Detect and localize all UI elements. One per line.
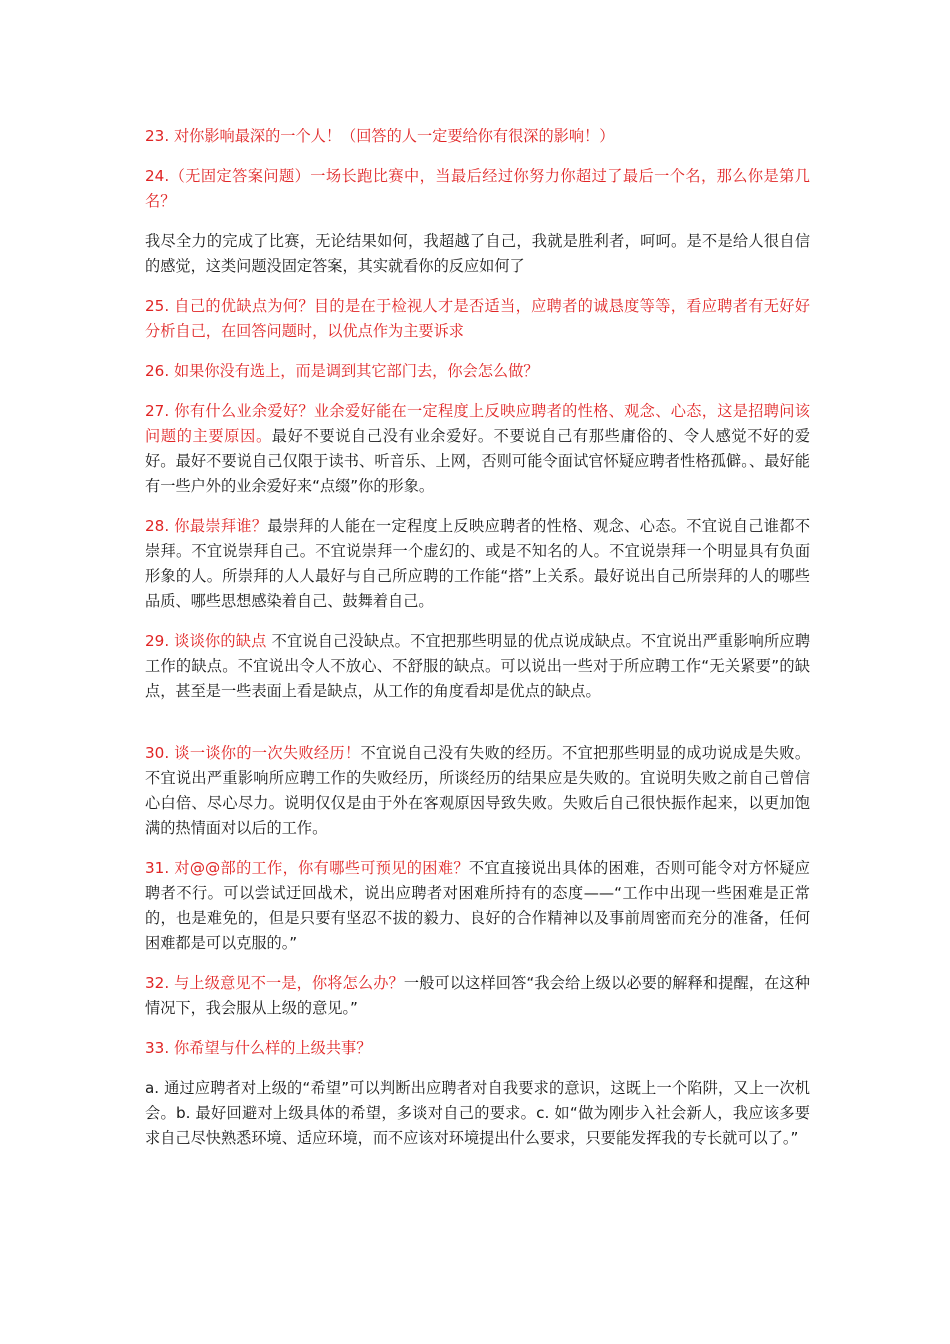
- question-text: 33. 你希望与什么样的上级共事？: [145, 1039, 372, 1057]
- question-30: [145, 741, 810, 841]
- answer-text: 不宜说自己没缺点。不宜把那些明显的优点说成缺点。不宜说出严重影响所应聘工作的缺点。不宜说出令人不放心、不舒服的缺点。可以说出一些对于所应聘工作“无关紧要”的缺点，甚至是一些表面上看是缺点，从工作的角度看却是优点的缺点。: [145, 632, 811, 700]
- answer-text: 最好不要说自己没有业余爱好。不要说自己有那些庸俗的、令人感觉不好的爱好。最好不要说自己仅限于读书、听音乐、上网，否则可能令面试官怀疑应聘者性格孤僻。、最好能有一些户外的业余爱好来“点缀”你的形象。: [145, 427, 811, 495]
- question-26: [145, 359, 810, 384]
- question-text: 23. 对你影响最深的一个人！（回答的人一定要给你有很深的影响！）: [145, 127, 615, 145]
- question-text: 24.（无固定答案问题）一场长跑比赛中，当最后经过你努力你超过了最后一个名，那么你是第几名？: [145, 167, 810, 210]
- question-text: 28. 你最崇拜谁？: [145, 517, 268, 535]
- question-text: 26. 如果你没有选上，而是调到其它部门去，你会怎么做？: [145, 362, 539, 380]
- answer-text: 我尽全力的完成了比赛，无论结果如何，我超越了自己，我就是胜利者，呵呵。是不是给人很自信的感觉，这类问题没固定答案，其实就看你的反应如何了: [145, 232, 810, 275]
- question-24: [145, 164, 810, 214]
- question-text: 25. 自己的优缺点为何？目的是在于检视人才是否适当，应聘者的诚恳度等等，看应聘者有无好好分析自己，在回答问题时，以优点作为主要诉求: [145, 297, 810, 340]
- question-23: [145, 124, 810, 149]
- answer-text: 最崇拜的人能在一定程度上反映应聘者的性格、观念、心态。不宜说自己谁都不崇拜。不宜说崇拜自己。不宜说崇拜一个虚幻的、或是不知名的人。不宜说崇拜一个明显具有负面形象的人。所崇拜的人人最好与自己所应聘的工作能“搭”上关系。最好说出自己所崇拜的人的哪些品质、哪些思想感染着自己、鼓舞着自己。: [145, 517, 811, 610]
- question-text: 32. 与上级意见不一是，你将怎么办？: [145, 974, 404, 992]
- question-text: 30. 谈一谈你的一次失败经历！: [145, 744, 361, 762]
- answer-text: 不宜直接说出具体的困难，否则可能令对方怀疑应聘者不行。可以尝试迂回战术，说出应聘者对困难所持有的态度——“工作中出现一些困难是正常的，也是难免的，但是只要有坚忍不拔的毅力、良好的合作精神以及事前周密而充分的准备，任何困难都是可以克服的。”: [145, 859, 810, 952]
- question-29: [145, 629, 810, 704]
- answer-33: [145, 1076, 810, 1151]
- question-text: 31. 对@@部的工作，你有哪些可预见的困难？: [145, 859, 469, 877]
- answer-text: a. 通过应聘者对上级的“希望”可以判断出应聘者对自我要求的意识，这既上一个陷阱，又上一次机会。b. 最好回避对上级具体的希望，多谈对自己的要求。c. 如“做为刚步入社会新人，我应该多要求自己尽快熟悉环境、适应环境，而不应该对环境提出什么要求，只要能发挥我的专长就可以了。”: [145, 1079, 810, 1147]
- answer-text: 不宜说自己没有失败的经历。不宜把那些明显的成功说成是失败。不宜说出严重影响所应聘工作的失败经历，所谈经历的结果应是失败的。宜说明失败之前自己曾信心白倍、尽心尽力。说明仅仅是由于外在客观原因导致失败。失败后自己很快振作起来，以更加饱满的热情面对以后的工作。: [145, 744, 811, 837]
- question-text: 27. 你有什么业余爱好？业余爱好能在一定程度上反映应聘者的性格、观念、心态，这是招聘问该问题的主要原因。: [145, 402, 810, 445]
- question-31: [145, 856, 810, 956]
- answer-24: [145, 229, 810, 279]
- question-text: 29. 谈谈你的缺点: [145, 632, 272, 650]
- document-page: [145, 124, 810, 1166]
- question-25: [145, 294, 810, 344]
- question-33: [145, 1036, 810, 1061]
- question-32: [145, 971, 810, 1021]
- answer-text: 一般可以这样回答“我会给上级以必要的解释和提醒，在这种情况下，我会服从上级的意见。”: [145, 974, 810, 1017]
- question-27: [145, 399, 810, 499]
- question-28: [145, 514, 810, 614]
